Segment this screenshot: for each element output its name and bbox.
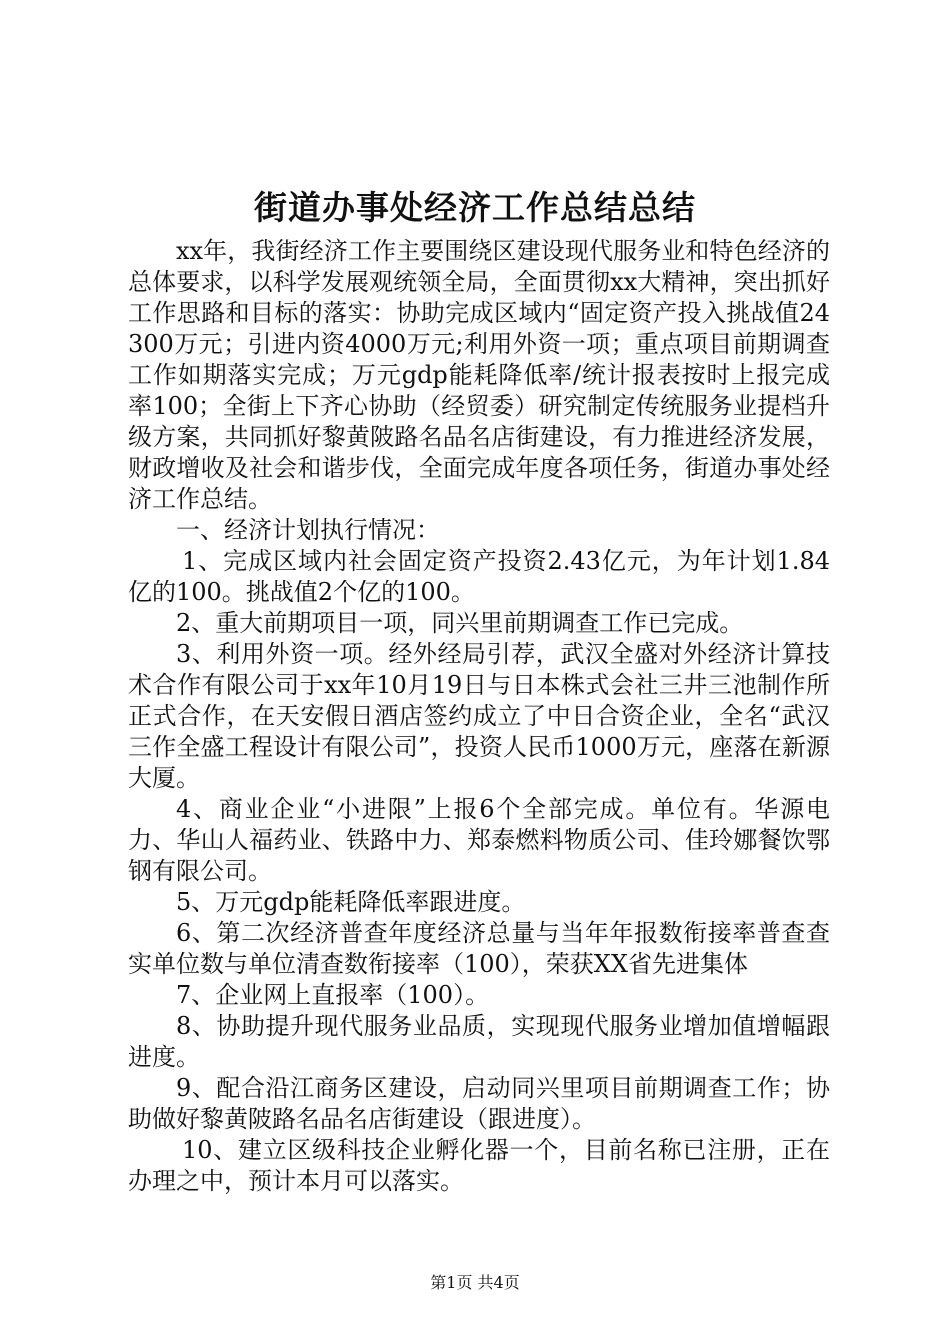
list-item-5: 5、万元gdp能耗降低率跟进度。 xyxy=(176,888,526,916)
list-item-8: 8、协助提升现代服务业品质，实现现代服务业增加值增幅跟进度。 xyxy=(128,1012,830,1071)
paragraph-intro: xx年，我街经济工作主要围绕区建设现代服务业和特色经济的总体要求，以科学发展观统领全局，全面贯彻xx大精神，突出抓好工作思路和目标的落实：协助完成区域内“固定资产投入挑战值24300万元；引进内资4000万元;利用外资一项；重点项目前期调查工作如期落实完成；万元gdp能耗降低率/统计报表按时上报完成率100；全街上下齐心协助（经贸委）研究制定传统服务业提档升级方案，共同抓好黎黄陂路名品名店街建设，有力推进经济发展，财政增收及社会和谐步伐，全面完成年度各项任务，街道办事处经济工作总结。 xyxy=(128,237,830,513)
section-heading-economic-plan: 一、经济计划执行情况： xyxy=(176,516,440,544)
document-body xyxy=(128,236,830,1197)
list-item-3: 3、利用外资一项。经外经局引荐，武汉全盛对外经济计算技术合作有限公司于xx年10月19日与日本株式会社三井三池制作所正式合作，在天安假日酒店签约成立了中日合资企业，全名“武汉三作全盛工程设计有限公司”，投资人民币1000万元，座落在新源大厦。 xyxy=(128,640,830,792)
list-item-6: 6、第二次经济普查年度经济总量与当年年报数衔接率普查查实单位数与单位清查数衔接率（100），荣获XX省先进集体 xyxy=(128,919,830,978)
document-title: 街道办事处经济工作总结总结 xyxy=(254,188,696,227)
list-item-10: 10、建立区级科技企业孵化器一个，目前名称已注册，正在办理之中，预计本月可以落实。 xyxy=(128,1136,830,1195)
list-item-9: 9、配合沿江商务区建设，启动同兴里项目前期调查工作；协助做好黎黄陂路名品名店街建设（跟进度）。 xyxy=(128,1074,830,1133)
list-item-7: 7、企业网上直报率（100）。 xyxy=(176,981,490,1009)
list-item-1: 1、完成区域内社会固定资产投资2.43亿元，为年计划1.84亿的100。挑战值2个亿的100。 xyxy=(128,547,830,606)
page-footer: 第1页 共4页 xyxy=(430,1273,520,1292)
list-item-2: 2、重大前期项目一项，同兴里前期调查工作已完成。 xyxy=(176,609,744,637)
list-item-4: 4、商业企业“小进限”上报6个全部完成。单位有。华源电力、华山人福药业、铁路中力、郑泰燃料物质公司、佳玲娜餐饮鄂钢有限公司。 xyxy=(128,795,830,885)
